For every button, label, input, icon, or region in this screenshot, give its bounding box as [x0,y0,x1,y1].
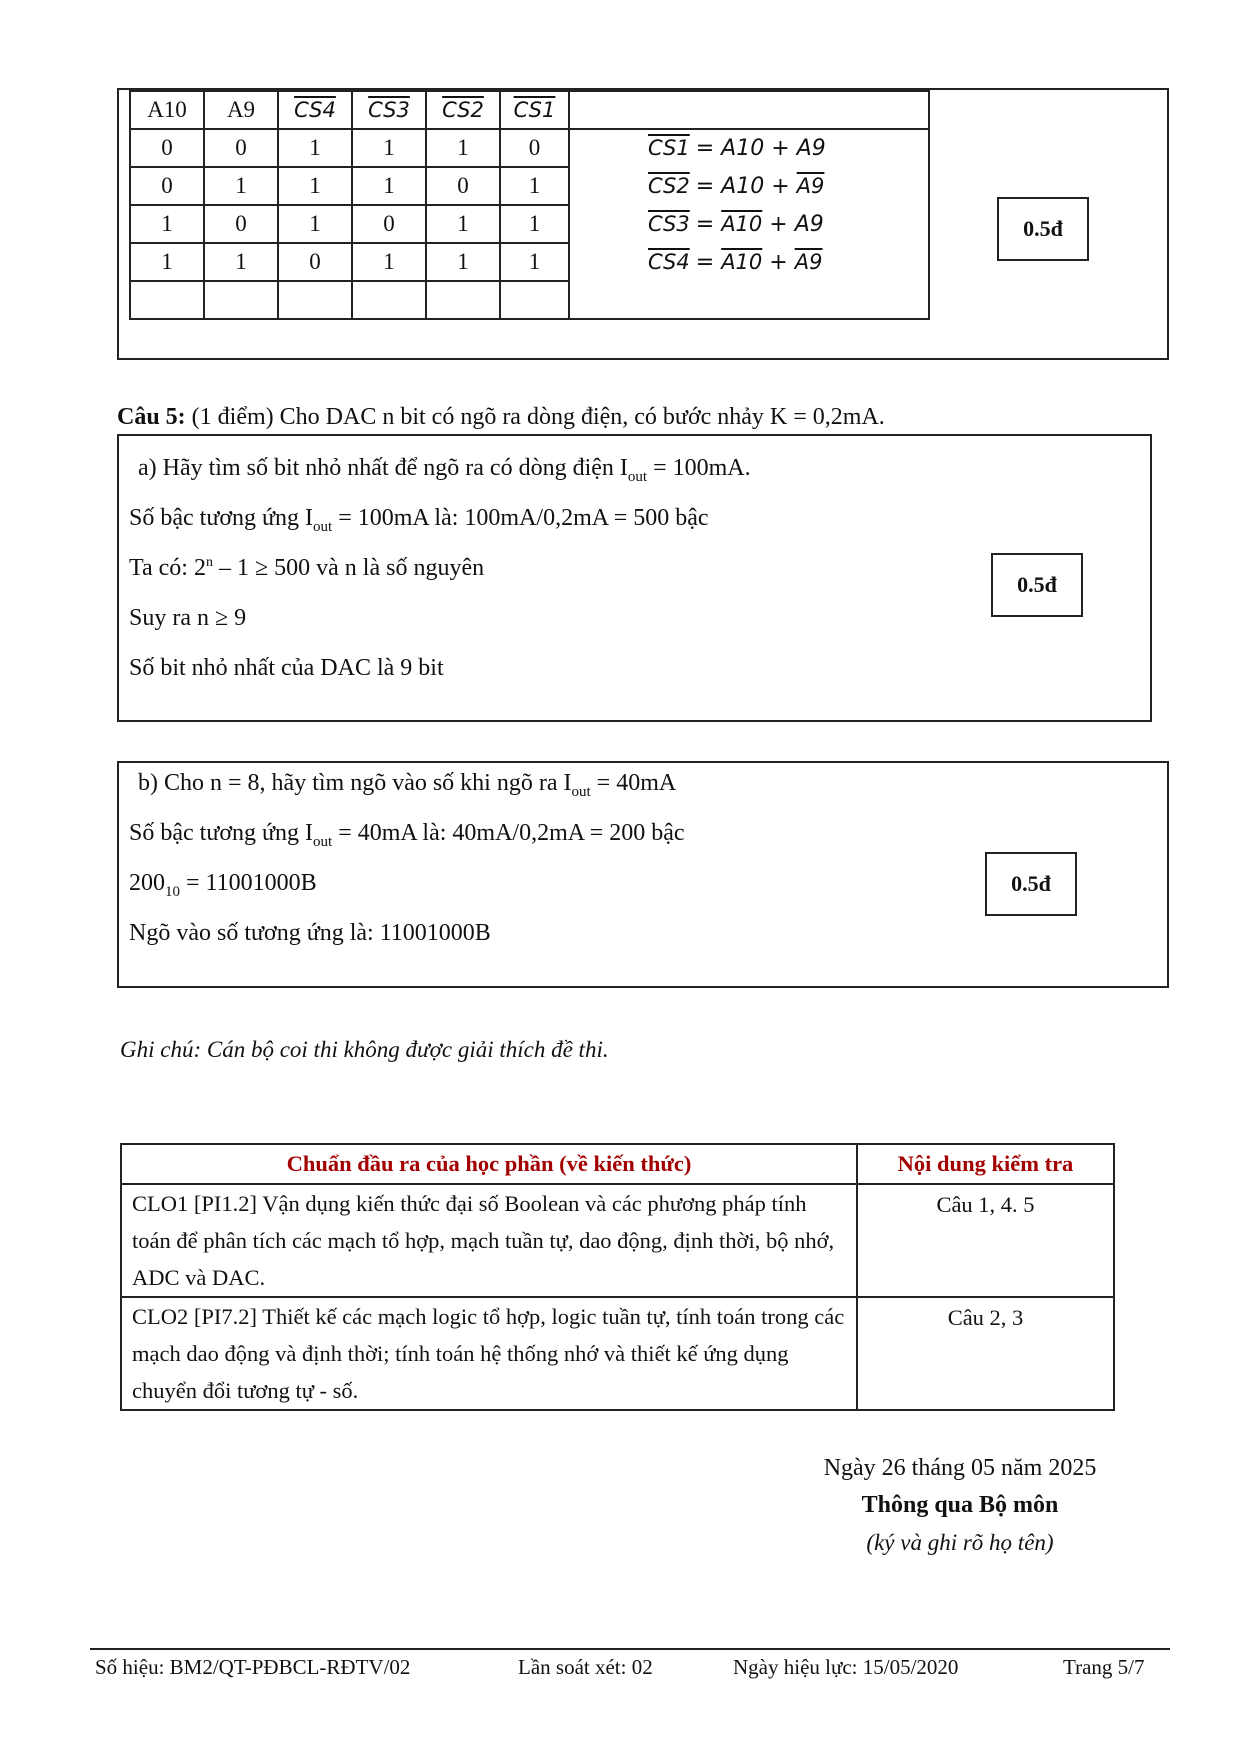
clo2-questions: Câu 2, 3 [857,1297,1114,1410]
cell: 1 [500,205,569,243]
eq-lhs: CS4 [648,250,690,274]
signature-title: Thông qua Bộ môn [861,1492,1059,1518]
clo-header-left: Chuẩn đầu ra của học phần (về kiến thức) [121,1144,857,1184]
exam-note: Ghi chú: Cán bộ coi thi không được giải thích đề thi. [120,1037,609,1062]
subscript: 10 [165,883,180,900]
cell: 1 [204,243,278,281]
question-label: Câu 5: [117,404,186,430]
table-row [130,91,929,129]
header-cs1: CS1 [513,98,556,122]
cell: 1 [426,243,500,281]
cell: 1 [500,243,569,281]
equation-cs2 [648,173,824,200]
text: = 40mA [590,770,677,796]
text: Số bậc tương ứng I [129,505,314,531]
cell: 0 [204,205,278,243]
footer-page: Trang 5/7 [1063,1655,1145,1679]
score-box: 0.5đ [997,197,1089,261]
subscript: out [313,518,333,535]
footer-effective-date: Ngày hiệu lực: 15/05/2020 [733,1655,959,1679]
clo-table [120,1143,1115,1411]
text: = 100mA là: 100mA/0,2mA = 500 bậc [332,505,709,531]
score-box: 0.5đ [985,852,1077,916]
cell: 1 [130,205,204,243]
table-row [121,1184,1114,1297]
cell: 0 [130,167,204,205]
eq-rhs-over: A9 [796,174,825,198]
eq-rhs: = [695,250,722,275]
header-cs2: CS2 [442,98,484,122]
eq-lhs: CS3 [648,212,690,236]
question-5 [117,404,885,431]
footer-divider [90,1648,1170,1650]
text: = 40mA là: 40mA/0,2mA = 200 bậc [332,820,685,846]
cell: 0 [278,243,352,281]
subscript: out [313,833,333,850]
equation-cs3 [648,211,824,238]
cell: 0 [130,129,204,167]
cell: 1 [500,167,569,205]
text: b) Cho n = 8, hãy tìm ngõ vào số khi ngõ ra I [138,770,572,796]
text: Số bậc tương ứng I [129,820,314,846]
part-b-prompt [138,770,676,801]
clo2-description: CLO2 [PI7.2] Thiết kế các mạch logic tổ hợp, logic tuần tự, tính toán trong các mạch dao động và định thời; tính toán hệ thống nhớ và thiết kế ứng dụng chuyển đổi tương tự - số. [121,1297,857,1410]
part-b-line-3: Ngõ vào số tương ứng là: 11001000B [129,920,491,946]
text: – 1 ≥ 500 và n là số nguyên [212,555,485,581]
part-a-line-1 [129,505,709,536]
superscript: n [205,555,213,570]
cell: 0 [352,205,426,243]
eq-rhs: = A10 + [695,174,797,199]
cell [352,281,426,319]
equation-cs1 [648,135,826,162]
cell: 1 [278,129,352,167]
cell: 1 [130,243,204,281]
table-row [121,1297,1114,1410]
eq-lhs: CS2 [648,174,690,198]
eq-rhs-tail: + A9 [762,212,824,237]
cell [278,281,352,319]
eq-rhs: = A10 + A9 [695,136,826,161]
clo1-questions: Câu 1, 4. 5 [857,1184,1114,1297]
table-row [121,1144,1114,1184]
eq-rhs-over: A10 [721,212,763,236]
equation-cs4 [648,249,822,276]
cell: 1 [426,205,500,243]
part-a-line-3: Suy ra n ≥ 9 [129,605,247,631]
eq-lhs: CS1 [648,136,690,160]
part-a-prompt [138,455,751,486]
text: a) Hãy tìm số bit nhỏ nhất để ngõ ra có dòng điện I [138,455,628,481]
subscript: out [627,468,648,485]
part-b-line-2 [129,870,317,901]
cell: 1 [352,243,426,281]
text: = 100mA. [647,455,751,481]
score-box: 0.5đ [991,553,1083,617]
signature-date: Ngày 26 tháng 05 năm 2025 [823,1455,1097,1481]
part-b-line-1 [129,820,685,851]
eq-rhs-mid: + [762,250,795,275]
cell [500,281,569,319]
footer-revision: Lần soát xét: 02 [518,1655,653,1679]
cell: 1 [352,167,426,205]
clo-header-right: Nội dung kiểm tra [857,1144,1114,1184]
header-a10: A10 [130,91,204,129]
text: = 11001000B [180,870,317,896]
question-text: (1 điểm) Cho DAC n bit có ngõ ra dòng điện, có bước nhảy K = 0,2mA. [185,404,885,430]
subscript: out [571,783,591,800]
cell: 1 [278,205,352,243]
clo1-description: CLO1 [PI1.2] Vận dụng kiến thức đại số Boolean và các phương pháp tính toán để phân tích các mạch tổ hợp, mạch tuần tự, dao động, định thời, bộ nhớ, ADC và DAC. [121,1184,857,1297]
equations-header-cell [569,91,929,129]
cell: 0 [426,167,500,205]
signature-note: (ký và ghi rõ họ tên) [866,1530,1054,1555]
header-a9: A9 [204,91,278,129]
text: Ta có: 2 [129,555,206,581]
header-cs3: CS3 [368,98,410,122]
part-a-line-2 [129,555,484,582]
cell: 0 [204,129,278,167]
cell [426,281,500,319]
cell [130,281,204,319]
part-a-line-4: Số bit nhỏ nhất của DAC là 9 bit [129,655,444,681]
cell: 0 [500,129,569,167]
eq-rhs-over2: A9 [794,250,823,274]
cell: 1 [278,167,352,205]
truth-table [129,90,930,320]
header-cs4: CS4 [294,98,336,122]
footer-code: Số hiệu: BM2/QT-PĐBCL-RĐTV/02 [95,1655,411,1679]
eq-rhs: = [695,212,722,237]
cell: 1 [204,167,278,205]
text: 200 [129,870,165,896]
cell: 1 [426,129,500,167]
eq-rhs-over: A10 [721,250,763,274]
cell [204,281,278,319]
cell: 1 [352,129,426,167]
